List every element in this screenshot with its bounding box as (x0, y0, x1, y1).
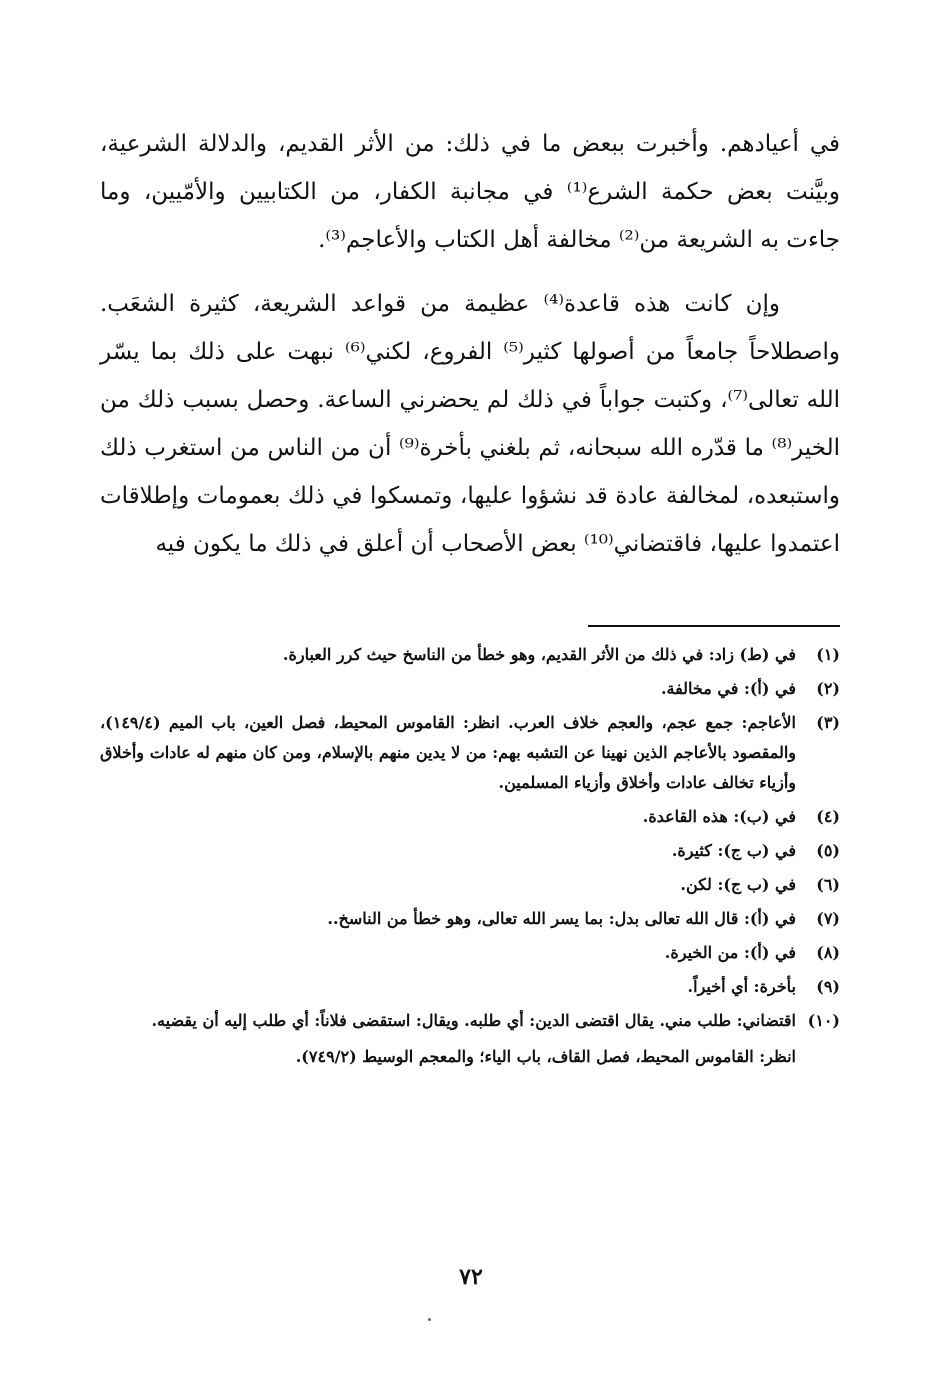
print-speck (428, 1318, 431, 1321)
footnote-6 (100, 870, 840, 900)
main-text (100, 120, 840, 568)
footnote-text: بأخرة: أي أخيراً. (687, 977, 796, 996)
page-number: ٧٢ (459, 1264, 483, 1290)
footnote-9 (100, 972, 840, 1002)
footnote-text: في (ب ج): كثيرة. (671, 841, 796, 860)
footnote-text: في (ط) زاد: في ذلك من الأثر القديم، وهو خطأ من الناسخ حيث كرر العبارة. (282, 645, 796, 664)
footnotes (100, 640, 840, 1072)
footnote-separator (588, 625, 840, 627)
footnote-number: (١٠) (807, 1011, 840, 1030)
footnote-8 (100, 938, 840, 968)
footnote-5 (100, 836, 840, 866)
footnote-text: في (أ): قال الله تعالى بدل: بما يسر الله تعالى، وهو خطأ من الناسخ.. (327, 909, 796, 928)
footnote-number: (٤) (816, 807, 840, 826)
footnote-number: (٢) (816, 679, 840, 698)
footnote-text: في (ب): هذه القاعدة. (642, 807, 796, 826)
footnote-text: في (ب ج): لكن. (680, 875, 796, 894)
footnote-number: (٣) (816, 713, 840, 732)
footnote-text: في (أ): من الخيرة. (664, 943, 796, 962)
footnote-text: في (أ): في مخالفة. (660, 679, 796, 698)
paragraph-1: في أعيادهم. وأخبرت ببعض ما في ذلك: من الأثر القديم، والدلالة الشرعية، وبيَّنت بعض حكمة الشرع⁽¹⁾ في مجانبة الكفار، من الكتابيين والأمّيين، وما جاءت به الشريعة من⁽²⁾ مخالفة أهل الكتاب والأعاجم⁽³⁾. (100, 131, 841, 253)
footnote-10-reference: انظر: القاموس المحيط، فصل القاف، باب الياء؛ والمعجم الوسيط (٧٤٩/٢). (295, 1047, 796, 1066)
footnote-number: (٧) (816, 909, 840, 928)
footnote-text: الأعاجم: جمع عجم، والعجم خلاف العرب. انظر: القاموس المحيط، فصل العين، باب الميم (١٤٩/٤)، والمقصود بالأعاجم الذين نهينا عن التشبه بهم: من لا يدين منهم بالإسلام، ومن كان منهم له عادات وأخلاق وأزياء تخالف عادات وأخلاق وأزياء المسلمين. (100, 713, 796, 792)
footnote-4 (100, 802, 840, 832)
paragraph-2: وإن كانت هذه قاعدة⁽⁴⁾ عظيمة من قواعد الشريعة، كثيرة الشعَب. واصطلاحاً جامعاً من أصولها كثير⁽⁵⁾ الفروع، لكني⁽⁶⁾ نبهت على ذلك بما يسّر الله تعالى⁽⁷⁾، وكتبت جواباً في ذلك لم يحضرني الساعة. وحصل بسبب ذلك من الخير⁽⁸⁾ ما قدّره الله سبحانه، ثم بلغني بأخرة⁽⁹⁾ أن من الناس من استغرب ذلك واستبعده، لمخالفة عادة قد نشؤوا عليها، وتمسكوا في ذلك بعمومات وإطلاقات اعتمدوا عليها، فاقتضاني⁽¹⁰⁾ بعض الأصحاب أن أعلق في ذلك ما يكون فيه (100, 291, 840, 557)
footnote-3 (100, 708, 840, 798)
footnote-1 (100, 640, 840, 670)
footnote-number: (٦) (816, 875, 840, 894)
footnote-10 (100, 1006, 840, 1036)
footnote-7 (100, 904, 840, 934)
footnote-number: (٩) (816, 977, 840, 996)
body-text (100, 120, 840, 568)
footnote-number: (٨) (816, 943, 840, 962)
footnote-number: (١) (816, 645, 840, 664)
footnote-number: (٥) (816, 841, 840, 860)
footnote-text: اقتضاني: طلب مني. يقال اقتضى الدين: أي طلبه. ويقال: استقضى فلاناً: أي طلب إليه أن يقضيه. (151, 1011, 796, 1030)
footnote-2 (100, 674, 840, 704)
